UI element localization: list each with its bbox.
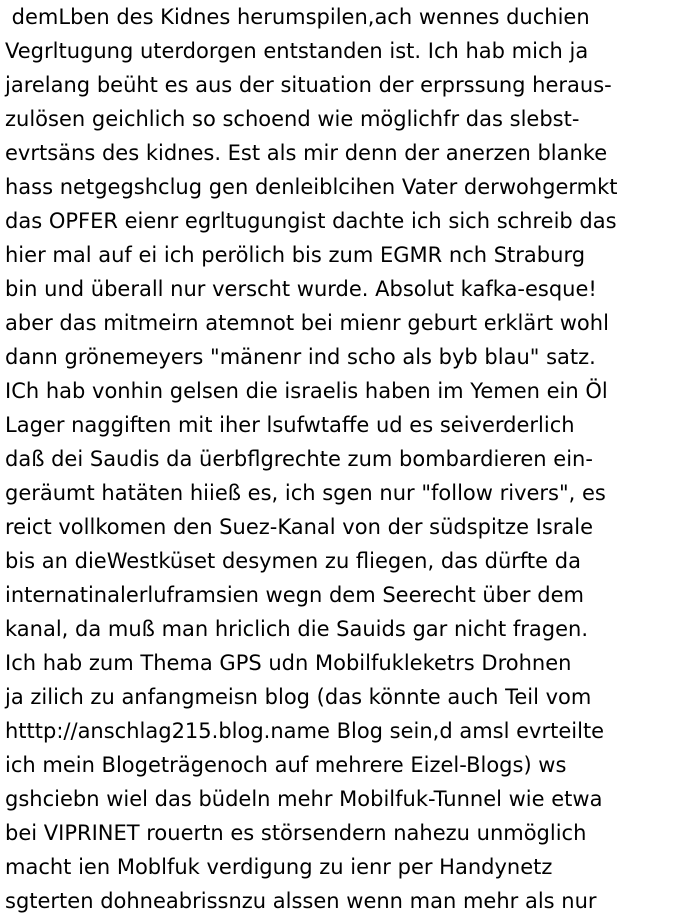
text-line: Vegrltugung uterdorgen entstanden ist. Ich hab mich ja: [5, 39, 589, 63]
text-line: Ich hab zum Thema GPS udn Mobilfukleketrs Drohnen: [5, 651, 572, 675]
text-line: gshciebn wiel das büdeln mehr Mobilfuk-Tunnel wie etwa: [5, 787, 603, 811]
text-line: ja zilich zu anfangmeisn blog (das könnte auch Teil vom: [5, 685, 592, 709]
text-line: Lager naggiften mit iher lsufwtaffe ud es seiverderlich: [5, 413, 575, 437]
text-line: bin und überall nur verscht wurde. Absolut kafka-esque!: [5, 277, 597, 301]
text-line: aber das mitmeirn atemnot bei mienr geburt erklärt wohl: [5, 311, 609, 335]
text-line: sgterten dohneabrissnzu alssen wenn man mehr als nur: [5, 889, 597, 913]
text-line: ich mein Blogeträgenoch auf mehrere Eizel-Blogs) ws: [5, 753, 567, 777]
text-line: bis an dieWestküset desymen zu fliegen, das dürfte da: [5, 549, 581, 573]
text-line: internatinalerluframsien wegn dem Seerecht über dem: [5, 583, 584, 607]
text-line: das OPFER eienr egrltugungist dachte ich sich schreib das: [5, 209, 617, 233]
text-line: ICh hab vonhin gelsen die israelis haben im Yemen ein Öl: [5, 379, 608, 403]
text-line: macht ien Moblfuk verdigung zu ienr per Handynetz: [5, 855, 553, 879]
text-line: demLben des Kidnes herumspilen,ach wennes duchien: [5, 5, 590, 29]
text-line: dann grönemeyers "mänenr ind scho als byb blau" satz.: [5, 345, 596, 369]
text-line: geräumt hatäten hiieß es, ich sgen nur "follow rivers", es: [5, 481, 606, 505]
text-line: bei VIPRINET rouertn es störsendern nahezu unmöglich: [5, 821, 587, 845]
text-line: hass netgegshclug gen denleiblcihen Vater derwohgermkt: [5, 175, 618, 199]
text-line: kanal, da muß man hriclich die Sauids gar nicht fragen.: [5, 617, 588, 641]
text-line: htttp://anschlag215.blog.name Blog sein,d amsl evrteilte: [5, 719, 605, 743]
text-line: reict vollkomen den Suez-Kanal von der südspitze Israle: [5, 515, 594, 539]
text-line: daß dei Saudis da üerbflgrechte zum bombardieren ein-: [5, 447, 593, 471]
text-line: evrtsäns des kidnes. Est als mir denn der anerzen blanke: [5, 141, 608, 165]
text-line: jarelang beüht es aus der situation der erprssung heraus-: [5, 73, 612, 97]
text-line: hier mal auf ei ich perölich bis zum EGMR nch Straburg: [5, 243, 586, 267]
text-line: zulösen geichlich so schoend wie möglichfr das slebst-: [5, 107, 580, 131]
